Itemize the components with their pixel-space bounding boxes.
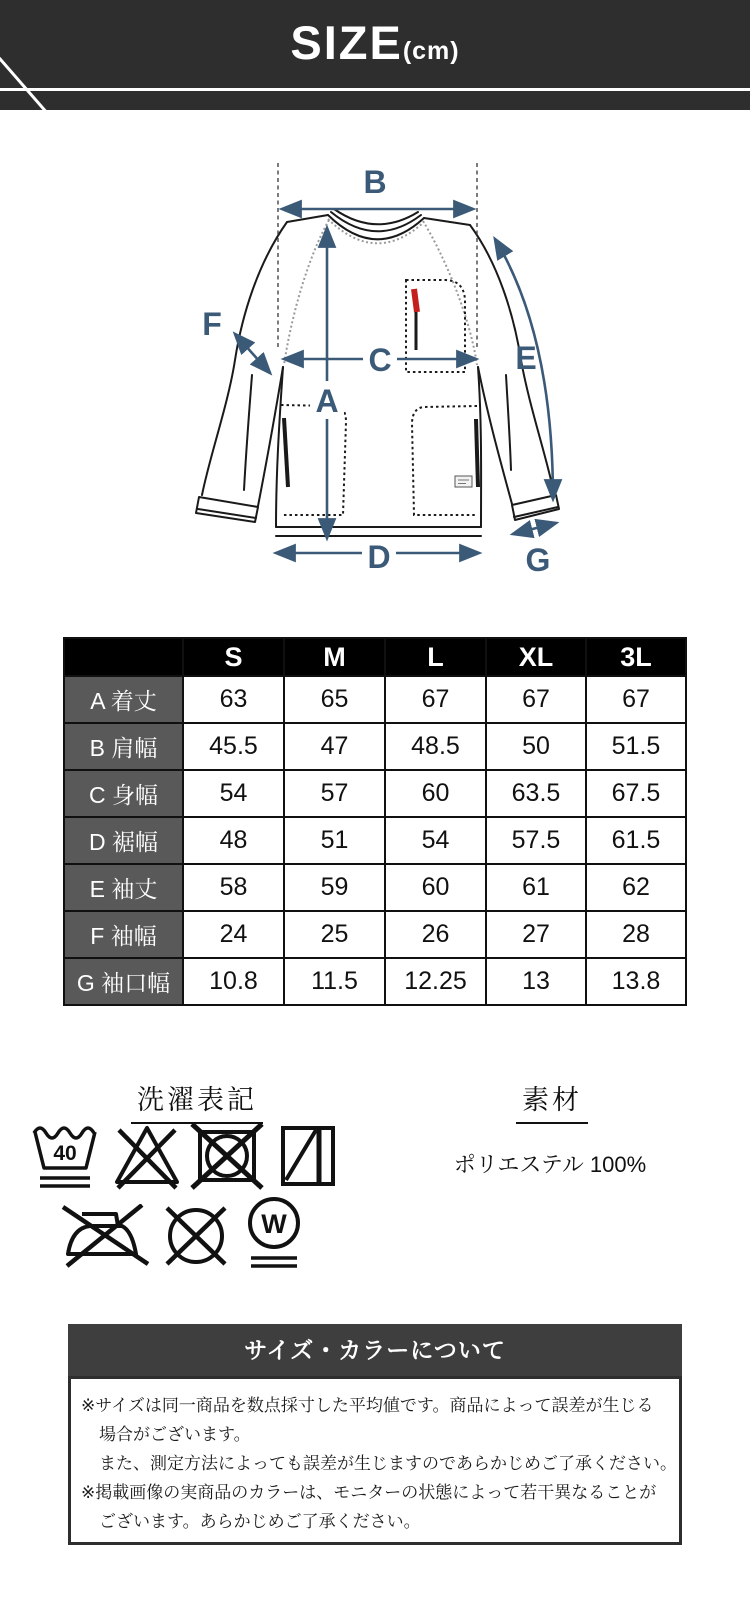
size-value-cell: 57.5 <box>486 817 586 864</box>
table-row <box>64 817 686 864</box>
size-value-cell: 48.5 <box>385 723 486 770</box>
size-value-cell: 58 <box>183 864 284 911</box>
size-value-cell: 45.5 <box>183 723 284 770</box>
size-row-header: F 袖幅 <box>64 911 183 958</box>
size-row-header: E 袖丈 <box>64 864 183 911</box>
no-iron-icon <box>60 1204 152 1268</box>
size-row-header: B 肩幅 <box>64 723 183 770</box>
size-value-cell: 59 <box>284 864 385 911</box>
size-value-cell: 51.5 <box>586 723 686 770</box>
size-value-cell: 47 <box>284 723 385 770</box>
size-value-cell: 12.25 <box>385 958 486 1005</box>
wet-clean-gentle-icon <box>238 1194 310 1278</box>
size-value-cell: 57 <box>284 770 385 817</box>
size-column-header: M <box>284 638 385 676</box>
table-row <box>64 676 686 723</box>
size-row-header: G 袖口幅 <box>64 958 183 1005</box>
measure-arrow-g <box>513 523 556 534</box>
label-f: F <box>202 306 222 342</box>
notice-line: ※サイズは同一商品を数点採寸した平均値です。商品によって誤差が生じる <box>81 1396 654 1415</box>
size-value-cell: 10.8 <box>183 958 284 1005</box>
measure-arrows <box>235 209 556 553</box>
size-value-cell: 13 <box>486 958 586 1005</box>
size-value-cell: 62 <box>586 864 686 911</box>
material-value: ポリエステル 100% <box>453 1152 647 1177</box>
size-value-cell: 61.5 <box>586 817 686 864</box>
size-value-cell: 67.5 <box>586 770 686 817</box>
line-dry-shade-icon <box>278 1120 338 1192</box>
size-value-cell: 63.5 <box>486 770 586 817</box>
table-row <box>64 723 686 770</box>
measure-arrow-f <box>235 334 270 373</box>
svg-text:40: 40 <box>53 1142 77 1165</box>
label-b: B <box>363 164 387 200</box>
size-table-header-row <box>64 638 686 676</box>
no-dry-clean-icon <box>158 1200 234 1272</box>
notice-line: ございます。あらかじめご了承ください。 <box>99 1512 421 1531</box>
size-value-cell: 25 <box>284 911 385 958</box>
size-value-cell: 67 <box>486 676 586 723</box>
notice-line: ※掲載画像の実商品のカラーは、モニターの状態によって若干異なることが <box>81 1483 657 1502</box>
wash-40-icon <box>30 1118 100 1194</box>
zipper-pull-red <box>414 289 417 312</box>
label-g: G <box>525 542 551 578</box>
notice-title-bar <box>68 1324 682 1376</box>
size-value-cell: 54 <box>385 817 486 864</box>
header-band <box>0 0 750 110</box>
size-row-header: C 身幅 <box>64 770 183 817</box>
no-bleach-icon <box>110 1122 184 1192</box>
svg-text:W: W <box>261 1209 287 1239</box>
table-row <box>64 770 686 817</box>
size-value-cell: 51 <box>284 817 385 864</box>
corner-cell <box>64 638 183 676</box>
size-column-header: L <box>385 638 486 676</box>
measure-labels <box>202 164 550 578</box>
size-value-cell: 54 <box>183 770 284 817</box>
size-value-cell: 28 <box>586 911 686 958</box>
size-value-cell: 26 <box>385 911 486 958</box>
table-row <box>64 958 686 1005</box>
size-column-header: XL <box>486 638 586 676</box>
size-value-cell: 11.5 <box>284 958 385 1005</box>
title-size: SIZE <box>290 16 403 69</box>
notice-title: サイズ・カラーについて <box>244 1337 506 1363</box>
size-column-header: 3L <box>586 638 686 676</box>
table-row <box>64 911 686 958</box>
size-value-cell: 61 <box>486 864 586 911</box>
size-row-header: D 裾幅 <box>64 817 183 864</box>
size-value-cell: 65 <box>284 676 385 723</box>
label-d: D <box>367 539 391 575</box>
size-value-cell: 63 <box>183 676 284 723</box>
size-value-cell: 13.8 <box>586 958 686 1005</box>
garment-diagram <box>140 135 610 620</box>
title-unit: (cm) <box>402 37 460 65</box>
material-heading: 素材 <box>452 1078 652 1124</box>
size-value-cell: 67 <box>586 676 686 723</box>
table-row <box>64 864 686 911</box>
size-value-cell: 24 <box>183 911 284 958</box>
label-c: C <box>368 342 392 378</box>
size-table <box>63 637 687 1006</box>
size-value-cell: 60 <box>385 770 486 817</box>
notice-line: また、測定方法によっても誤差が生じますのであらかじめご了承ください。 <box>99 1454 677 1473</box>
no-tumble-dry-icon <box>188 1118 266 1194</box>
size-value-cell: 27 <box>486 911 586 958</box>
header-decor-lines <box>0 0 750 110</box>
size-value-cell: 60 <box>385 864 486 911</box>
size-value-cell: 67 <box>385 676 486 723</box>
size-row-header: A 着丈 <box>64 676 183 723</box>
care-heading: 洗濯表記 <box>97 1078 297 1124</box>
logo-tag <box>455 476 472 487</box>
notice-box <box>68 1376 682 1545</box>
size-column-header: S <box>183 638 284 676</box>
notice-line: 場合がございます。 <box>99 1425 251 1444</box>
size-value-cell: 48 <box>183 817 284 864</box>
label-a: A <box>315 383 339 419</box>
size-value-cell: 50 <box>486 723 586 770</box>
label-e: E <box>515 340 537 376</box>
